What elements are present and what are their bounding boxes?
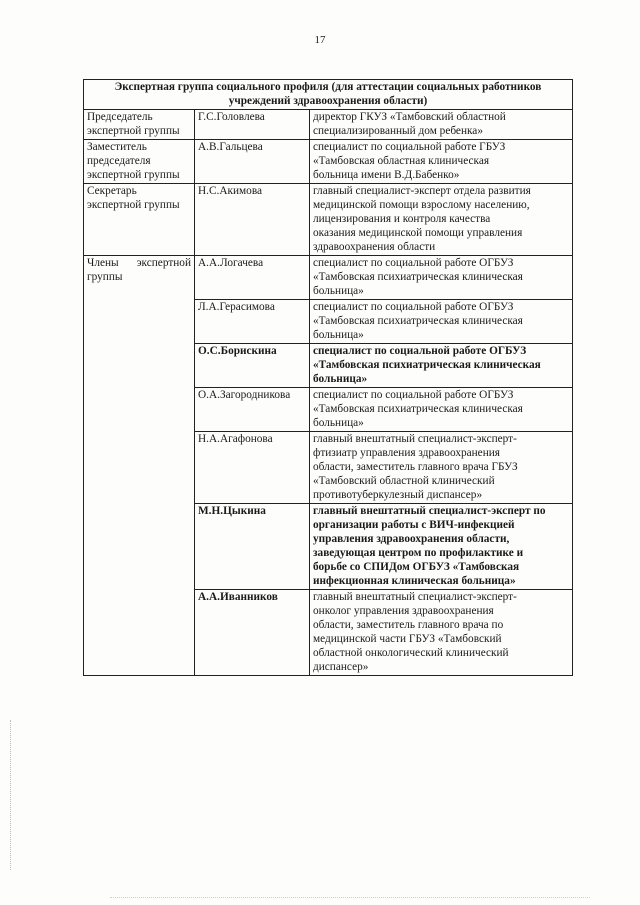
member-position: специалист по социальной работе ОГБУЗ «Тамбовская психиатрическая клиническая больница» (310, 388, 573, 432)
member-position: специалист по социальной работе ОГБУЗ «Тамбовская психиатрическая клиническая больница» (310, 344, 573, 388)
member-name: О.А.Загородникова (195, 388, 310, 432)
scan-bottom-mark (110, 897, 590, 898)
member-position: главный внештатный специалист-эксперт по организации работы с ВИЧ-инфекцией управления здравоохранения области, заведующая центром по профилактике и борьбе со СПИДом ОГБУЗ «Тамбовская инфекционная клиническая больница» (310, 504, 573, 590)
member-position: главный специалист-эксперт отдела развития медицинской помощи взрослому населению, лицензирования и контроля качества оказания медицинской помощи управления здравоохранения области (310, 184, 573, 256)
member-position: специалист по социальной работе ОГБУЗ «Тамбовская психиатрическая клиническая больница» (310, 300, 573, 344)
table-row (84, 140, 573, 184)
role-members-line1 (87, 256, 191, 270)
member-name: Н.С.Акимова (195, 184, 310, 256)
table-row (84, 110, 573, 140)
member-name: О.С.Борискина (195, 344, 310, 388)
table-title: Экспертная группа социального профиля (для аттестации социальных работников учреждений здравоохранения области) (84, 80, 573, 110)
member-name: Г.С.Головлева (195, 110, 310, 140)
member-name: Л.А.Герасимова (195, 300, 310, 344)
member-name: М.Н.Цыкина (195, 504, 310, 590)
role-word: Члены (87, 257, 119, 269)
member-position: специалист по социальной работе ГБУЗ «Тамбовская областная клиническая больница имени В.Д.Бабенко» (310, 140, 573, 184)
role-cell: Председатель экспертной группы (84, 110, 195, 140)
scan-margin-mark (10, 720, 11, 870)
member-position: главный внештатный специалист-эксперт- онколог управления здравоохранения области, заместитель главного врача по медицинской части ГБУЗ «Тамбовский областной онкологический клинический диспансер» (310, 590, 573, 676)
role-cell: Секретарь экспертной группы (84, 184, 195, 256)
member-name: А.А.Логачева (195, 256, 310, 300)
page-number: 17 (314, 34, 326, 46)
role-word: экспертной (136, 257, 191, 269)
member-name: А.А.Иванников (195, 590, 310, 676)
table-title-row (84, 80, 573, 110)
role-cell-members (84, 256, 195, 676)
member-position: главный внештатный специалист-эксперт- фтизиатр управления здравоохранения области, заместитель главного врача ГБУЗ «Тамбовский областной клинический противотуберкулезный диспансер» (310, 432, 573, 504)
role-members-line2: группы (87, 271, 123, 283)
table-row (84, 256, 573, 300)
table-row (84, 184, 573, 256)
member-name: А.В.Гальцева (195, 140, 310, 184)
member-position: директор ГКУЗ «Тамбовский областной специализированный дом ребенка» (310, 110, 573, 140)
member-name: Н.А.Агафонова (195, 432, 310, 504)
role-cell: Заместитель председателя экспертной группы (84, 140, 195, 184)
expert-group-table (83, 79, 573, 676)
member-position: специалист по социальной работе ОГБУЗ «Тамбовская психиатрическая клиническая больница» (310, 256, 573, 300)
